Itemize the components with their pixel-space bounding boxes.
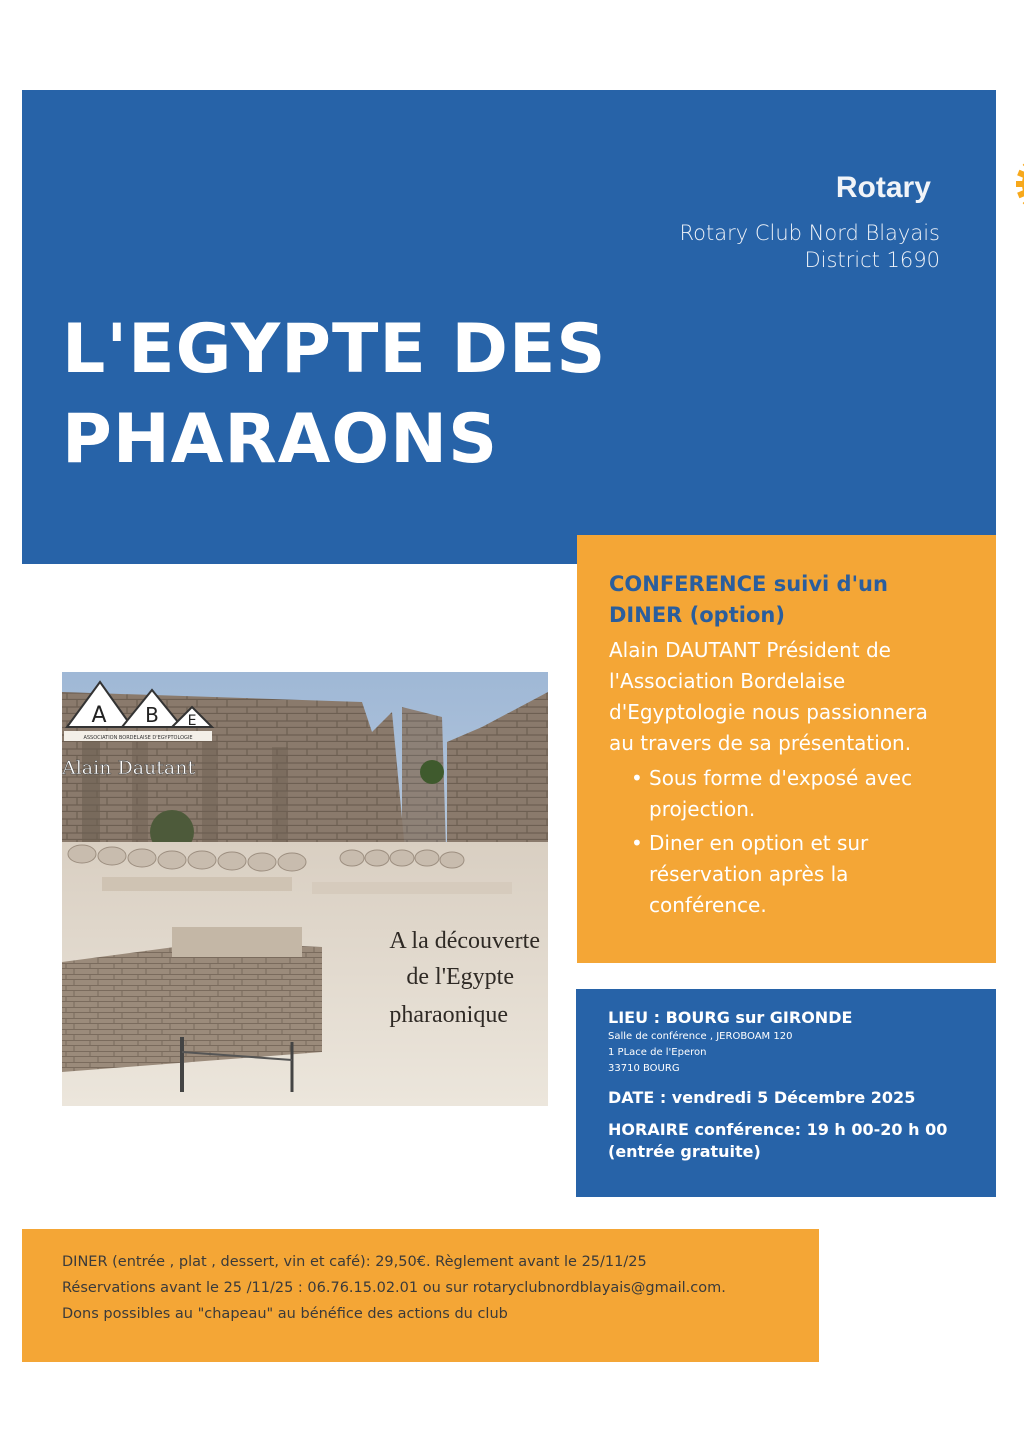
bullet-line: Sous forme d'exposé avec (649, 766, 913, 790)
title-line-1: L'EGYPTE DES (62, 310, 607, 389)
conference-heading-line-2: DINER (option) (609, 603, 785, 627)
rotary-wheel-icon (1014, 152, 1024, 216)
rotary-wordmark: Rotary (835, 171, 931, 204)
bullet-item (631, 763, 972, 825)
conference-heading-line-1: CONFERENCE suivi d'un (609, 572, 888, 596)
caption-line-2: de l'Egypte (406, 964, 514, 990)
dinner-box (22, 1229, 819, 1362)
karnak-temple-image (62, 672, 548, 1106)
title-line-2: PHARAONS (62, 400, 499, 479)
bullet-line: projection. (649, 797, 756, 821)
event-time: HORAIRE conférence: 19 h 00-20 h 00 (608, 1120, 948, 1139)
club-name: Rotary Club Nord Blayais (679, 221, 940, 245)
caption-line-1: A la découverte (389, 928, 540, 954)
bullet-item (631, 828, 972, 921)
photo-author: Alain Dautant (62, 757, 196, 779)
bullet-icon: • (631, 766, 643, 790)
page-title (62, 305, 606, 485)
temple-photo (62, 672, 548, 1106)
entry-fee: (entrée gratuite) (608, 1142, 761, 1161)
bullet-icon: • (631, 831, 643, 855)
bullet-line: conférence. (649, 893, 767, 917)
header-band (22, 90, 996, 564)
description-line: au travers de sa présentation. (609, 731, 912, 755)
description-line: l'Association Bordelaise (609, 669, 846, 693)
logo-subtitle: ASSOCIATION BORDELAISE D'EGYPTOLOGIE (83, 735, 193, 741)
bullet-line: Diner en option et sur (649, 831, 869, 855)
conference-description (609, 635, 972, 759)
address-line-3: 33710 BOURG (608, 1063, 680, 1074)
event-date: DATE : vendredi 5 Décembre 2025 (608, 1088, 916, 1107)
caption-line-3: pharaonique (389, 1002, 508, 1028)
description-line: Alain DAUTANT Président de (609, 638, 891, 662)
description-line: d'Egyptologie nous passionnera (609, 700, 928, 724)
address-line-1: Salle de conférence , JEROBOAM 120 (608, 1031, 793, 1042)
rotary-block (679, 156, 940, 274)
conference-heading (609, 569, 972, 631)
bullet-line: réservation après la (649, 862, 849, 886)
district: District 1690 (804, 248, 940, 272)
logo-letter-b: B (145, 703, 159, 727)
reservation-info: Réservations avant le 25 /11/25 : 06.76.15.02.01 ou sur rotaryclubnordblayais@gmail.com. (62, 1280, 726, 1296)
conference-bullets (609, 763, 972, 921)
dinner-price: DINER (entrée , plat , dessert, vin et café): 29,50€. Règlement avant le 25/11/25 (62, 1254, 647, 1270)
conference-box (577, 535, 996, 963)
info-box (576, 989, 996, 1197)
venue: LIEU : BOURG sur GIRONDE (608, 1008, 853, 1027)
logo-letter-e: E (187, 713, 197, 729)
logo-letter-a: A (91, 703, 107, 728)
donations-info: Dons possibles au "chapeau" au bénéfice des actions du club (62, 1306, 508, 1322)
address-line-2: 1 PLace de l'Eperon (608, 1047, 707, 1058)
